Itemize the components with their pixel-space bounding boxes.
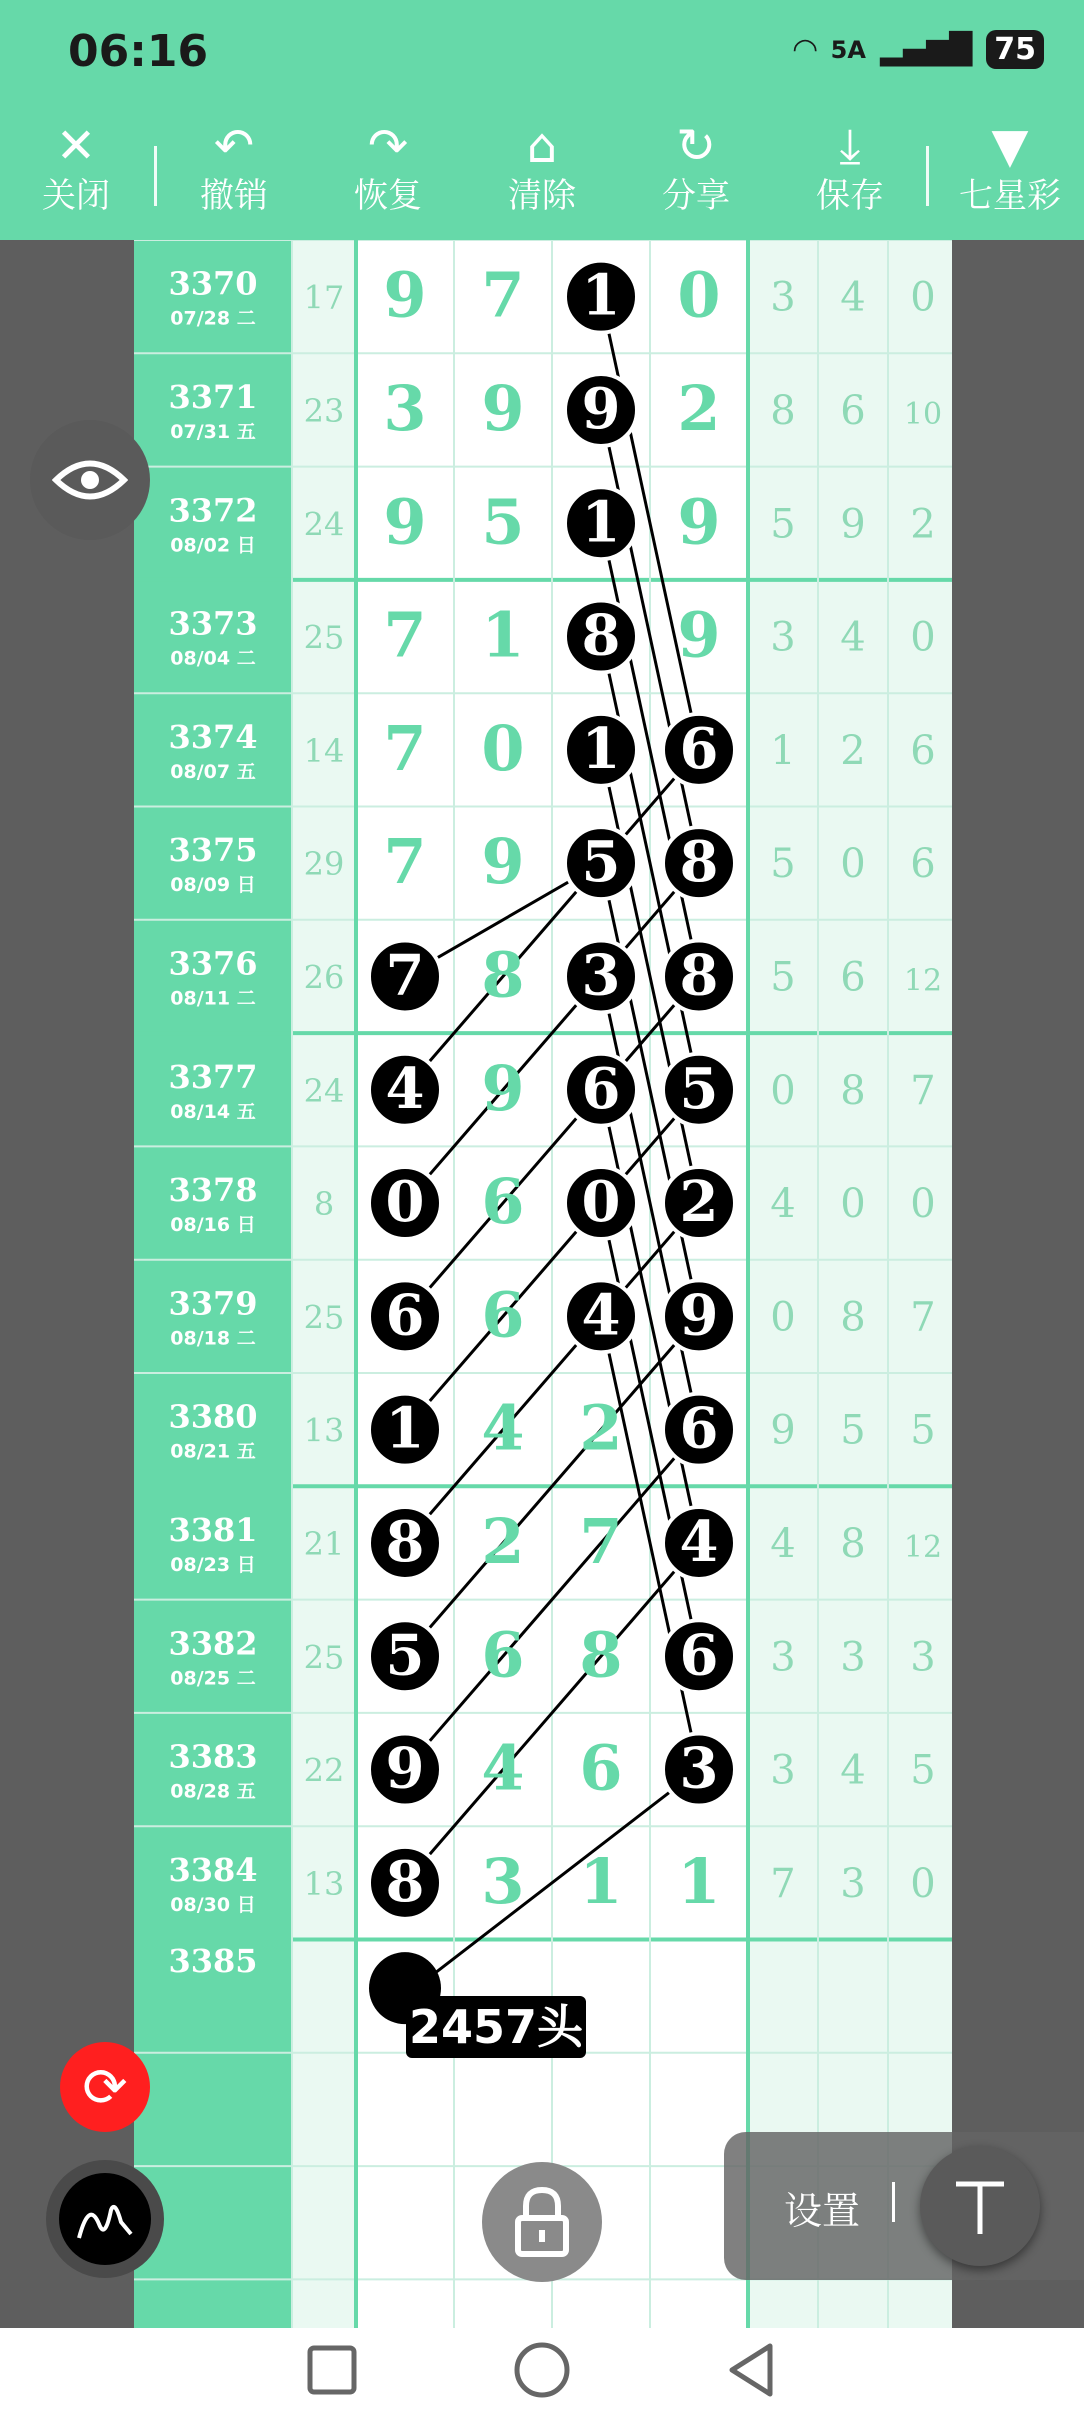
remainder-value: 4	[840, 614, 866, 661]
sum-value: 17	[303, 278, 345, 317]
digit: 7	[579, 1504, 623, 1578]
digit: 2	[579, 1391, 623, 1465]
remainder-value: 5	[770, 841, 796, 888]
settings-button[interactable]: 设置	[784, 2189, 861, 2233]
remainder-value: 3	[770, 274, 796, 321]
issue-number: 3373	[168, 604, 258, 643]
issue-number: 3374	[168, 717, 258, 756]
digit: 6	[579, 1731, 623, 1805]
digit: 6	[481, 1165, 525, 1239]
remainder-value: 10	[903, 396, 943, 432]
status-time: 06:16	[68, 26, 209, 77]
remainder-value: 4	[770, 1520, 796, 1567]
refresh-icon: ⟳	[82, 2055, 128, 2119]
issue-date: 08/16 日	[170, 1214, 256, 1237]
eye-icon	[52, 455, 128, 505]
issue-number: 3385	[168, 1942, 258, 1981]
undo-button[interactable]: ↶ 撤销	[174, 118, 294, 218]
refresh-button[interactable]	[60, 2042, 150, 2132]
wifi-icon: ◠	[793, 32, 817, 67]
issue-date: 08/21 五	[170, 1440, 256, 1463]
issue-number: 3376	[168, 944, 258, 983]
draw-button[interactable]	[46, 2160, 164, 2278]
top-bar	[0, 0, 1084, 240]
redo-icon: ↷	[367, 118, 409, 174]
issue-date: 07/28 二	[170, 307, 256, 330]
marked-digit: 8	[385, 1508, 425, 1575]
back-icon[interactable]	[722, 2340, 782, 2400]
issue-number: 3371	[168, 377, 258, 416]
issue-date: 08/28 五	[170, 1780, 256, 1803]
sum-value: 13	[303, 1411, 345, 1450]
issue-date: 08/18 二	[170, 1327, 256, 1350]
digit: 8	[579, 1618, 623, 1692]
marked-digit: 8	[385, 1848, 425, 1915]
digit: 8	[481, 938, 525, 1012]
share-button[interactable]: ↻ 分享	[636, 118, 756, 218]
trash-icon: ⌂	[526, 118, 558, 174]
remainder-value: 12	[903, 963, 943, 999]
remainder-value: 4	[840, 274, 866, 321]
issue-number: 3372	[168, 491, 258, 530]
remainder-value: 0	[840, 1181, 866, 1228]
issue-number: 3383	[168, 1737, 258, 1776]
marked-digit: 1	[581, 262, 621, 329]
left-margin	[0, 240, 134, 2328]
marked-digit: 7	[385, 942, 425, 1009]
triangle-down-icon: ▼	[991, 118, 1029, 174]
issue-date: 08/25 二	[170, 1667, 256, 1690]
share-icon: ↻	[675, 118, 717, 174]
remainder-value: 0	[910, 614, 936, 661]
text-tool-button[interactable]	[920, 2146, 1040, 2266]
digit: 7	[383, 825, 427, 899]
issue-number: 3382	[168, 1624, 258, 1663]
remainder-value: 0	[840, 841, 866, 888]
marked-digit: 4	[385, 1055, 425, 1122]
navigation-bar	[0, 2328, 1084, 2412]
digit: 9	[383, 258, 427, 332]
digit: 9	[383, 485, 427, 559]
remainder-value: 4	[840, 1747, 866, 1794]
sum-value: 14	[303, 731, 345, 770]
digit: 2	[481, 1504, 525, 1578]
digit: 4	[481, 1391, 525, 1465]
digit: 9	[481, 825, 525, 899]
marked-digit: 2	[679, 1169, 719, 1236]
issue-date: 07/31 五	[170, 420, 256, 443]
issue-number: 3370	[168, 264, 258, 303]
remainder-value: 9	[840, 501, 866, 548]
issue-number: 3384	[168, 1850, 258, 1889]
remainder-value: 6	[840, 387, 866, 434]
issue-date: 08/14 五	[170, 1100, 256, 1123]
save-button[interactable]: ⤓ 保存	[790, 118, 910, 218]
remainder-value: 9	[770, 1407, 796, 1454]
digit: 9	[677, 598, 721, 672]
undo-icon: ↶	[213, 118, 255, 174]
remainder-value: 6	[910, 841, 936, 888]
remainder-value: 8	[840, 1294, 866, 1341]
remainder-value: 5	[910, 1407, 936, 1454]
issue-date: 08/11 二	[170, 987, 256, 1010]
sum-value: 21	[303, 1524, 345, 1563]
remainder-value: 4	[770, 1181, 796, 1228]
remainder-value: 7	[770, 1860, 796, 1907]
eye-button[interactable]	[30, 420, 150, 540]
digit: 1	[481, 598, 525, 672]
digit: 7	[481, 258, 525, 332]
digit: 0	[677, 258, 721, 332]
digit: 9	[481, 1051, 525, 1125]
marked-digit: 8	[679, 829, 719, 896]
issue-number: 3379	[168, 1284, 258, 1323]
close-button[interactable]: ✕ 关闭	[16, 118, 136, 218]
remainder-value: 3	[770, 1747, 796, 1794]
marked-digit: 6	[679, 1395, 719, 1462]
issue-date: 08/07 五	[170, 760, 256, 783]
marked-digit: 9	[679, 1282, 719, 1349]
remainder-value: 3	[770, 1634, 796, 1681]
issue-number: 3378	[168, 1171, 258, 1210]
digit: 9	[481, 371, 525, 445]
issue-number: 3380	[168, 1397, 258, 1436]
marked-digit: 6	[385, 1282, 425, 1349]
sum-value: 25	[303, 1298, 345, 1337]
remainder-value: 3	[840, 1634, 866, 1681]
digit: 2	[677, 371, 721, 445]
marked-digit: 1	[385, 1395, 425, 1462]
marked-digit: 6	[679, 1622, 719, 1689]
network-label: 5A	[830, 35, 866, 64]
issue-date: 08/02 日	[170, 534, 256, 557]
marked-digit: 4	[679, 1508, 719, 1575]
right-margin	[952, 240, 1084, 2328]
signal-icon: ▂▄▆█	[879, 32, 973, 67]
marked-digit: 4	[581, 1282, 621, 1349]
settings-panel	[724, 2132, 1084, 2280]
marked-digit: 0	[385, 1169, 425, 1236]
remainder-value: 0	[910, 1860, 936, 1907]
lock-icon	[512, 2186, 572, 2258]
redo-button[interactable]: ↷ 恢复	[328, 118, 448, 218]
digit: 1	[677, 1844, 721, 1918]
digit: 6	[481, 1278, 525, 1352]
marked-digit: 5	[679, 1055, 719, 1122]
marked-digit: 3	[679, 1735, 719, 1802]
clear-button[interactable]: ⌂ 清除	[482, 118, 602, 218]
remainder-value: 3	[910, 1634, 936, 1681]
marked-digit: 8	[581, 602, 621, 669]
marked-digit: 3	[581, 942, 621, 1009]
remainder-value: 12	[903, 1529, 943, 1565]
sum-value: 24	[303, 1071, 345, 1110]
issue-date: 08/30 日	[170, 1893, 256, 1916]
remainder-value: 0	[770, 1067, 796, 1114]
digit: 5	[481, 485, 525, 559]
sum-value: 22	[303, 1751, 345, 1790]
remainder-value: 6	[910, 727, 936, 774]
prediction-label: 2457头	[406, 1996, 586, 2058]
signature-icon	[75, 2194, 135, 2244]
status-icons	[794, 30, 1044, 69]
issue-number: 3381	[168, 1510, 258, 1549]
remainder-value: 0	[910, 1181, 936, 1228]
marked-digit: 9	[581, 375, 621, 442]
sum-value: 8	[313, 1185, 335, 1224]
remainder-value: 8	[840, 1520, 866, 1567]
remainder-value: 8	[840, 1067, 866, 1114]
marked-digit: 1	[581, 715, 621, 782]
battery-icon: 75	[986, 30, 1044, 69]
marked-digit: 9	[385, 1735, 425, 1802]
remainder-value: 3	[840, 1860, 866, 1907]
digit: 7	[383, 598, 427, 672]
sum-value: 29	[303, 845, 345, 884]
download-icon: ⤓	[839, 118, 861, 174]
digit: 1	[579, 1844, 623, 1918]
remainder-value: 0	[770, 1294, 796, 1341]
sum-value: 26	[303, 958, 345, 997]
marked-digit: 8	[679, 942, 719, 1009]
remainder-value: 5	[910, 1747, 936, 1794]
remainder-value: 8	[770, 387, 796, 434]
lottery-type-button[interactable]: ▼ 七星彩	[946, 118, 1074, 218]
marked-digit: 5	[581, 829, 621, 896]
remainder-value: 2	[910, 501, 936, 548]
home-icon[interactable]	[512, 2340, 572, 2400]
digit: 9	[677, 485, 721, 559]
remainder-value: 5	[770, 954, 796, 1001]
digit: 4	[481, 1731, 525, 1805]
issue-number: 3377	[168, 1057, 258, 1096]
issue-date: 08/09 日	[170, 874, 256, 897]
sum-value: 23	[303, 391, 345, 430]
marked-digit: 0	[581, 1169, 621, 1236]
remainder-value: 7	[910, 1067, 936, 1114]
digit: 3	[481, 1844, 525, 1918]
marked-digit: 1	[581, 489, 621, 556]
marked-digit: 6	[679, 715, 719, 782]
sum-value: 25	[303, 1638, 345, 1677]
sum-value: 24	[303, 505, 345, 544]
remainder-value: 1	[770, 727, 796, 774]
close-icon: ✕	[55, 118, 97, 174]
issue-date: 08/23 日	[170, 1553, 256, 1576]
sum-value: 25	[303, 618, 345, 657]
sum-value: 13	[303, 1864, 345, 1903]
lock-button[interactable]	[482, 2162, 602, 2282]
remainder-value: 0	[910, 274, 936, 321]
remainder-value: 2	[840, 727, 866, 774]
digit: 7	[383, 711, 427, 785]
digit: 6	[481, 1618, 525, 1692]
remainder-value: 5	[770, 501, 796, 548]
marked-digit: 5	[385, 1622, 425, 1689]
text-icon	[920, 2146, 1040, 2266]
remainder-value: 3	[770, 614, 796, 661]
issue-number: 3375	[168, 831, 258, 870]
remainder-value: 6	[840, 954, 866, 1001]
marked-digit: 6	[581, 1055, 621, 1122]
digit: 0	[481, 711, 525, 785]
remainder-value: 5	[840, 1407, 866, 1454]
remainder-value: 7	[910, 1294, 936, 1341]
recent-apps-icon[interactable]	[302, 2340, 362, 2400]
issue-date: 08/04 二	[170, 647, 256, 670]
toolbar	[0, 118, 1084, 228]
digit: 3	[383, 371, 427, 445]
